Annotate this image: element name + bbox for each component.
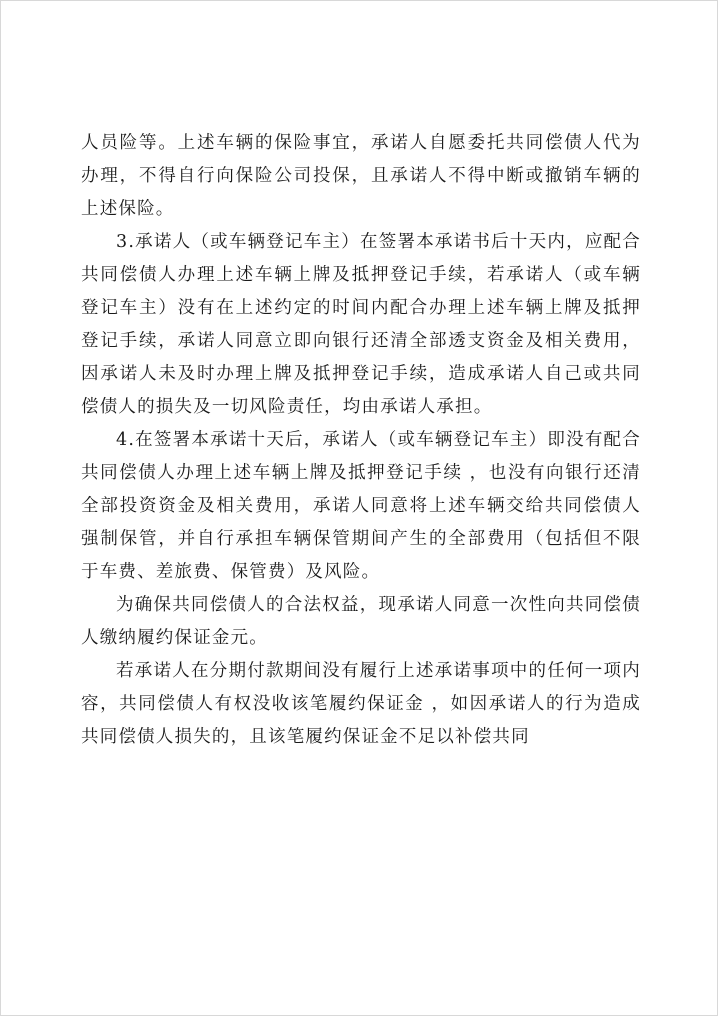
document-body <box>81 127 641 754</box>
paragraph-4: 为确保共同偿债人的合法权益，现承诺人同意一次性向共同偿债人缴纳履约保证金元。 <box>81 595 641 648</box>
paragraph-2: 3.承诺人（或车辆登记车主）在签署本承诺书后十天内，应配合共同偿债人办理上述车辆上牌及抵押登记手续，若承诺人（或车辆登记车主）没有在上述约定的时间内配合办理上述车辆上牌及抵押登记手续，承诺人同意立即向银行还清全部透支资金及相关费用，因承诺人未及时办理上牌及抵押登记手续，造成承诺人自己或共同偿债人的损失及一切风险责任，均由承诺人承担。 <box>81 232 641 417</box>
paragraph-1: 人员险等。上述车辆的保险事宜，承诺人自愿委托共同偿债人代为办理，不得自行向保险公司投保，且承诺人不得中断或撤销车辆的上述保险。 <box>81 133 641 219</box>
paragraph-3: 4.在签署本承诺十天后，承诺人（或车辆登记车主）即没有配合共同偿债人办理上述车辆上牌及抵押登记手续 ，也没有向银行还清全部投资资金及相关费用，承诺人同意将上述车辆交给共同偿债人强制保管，并自行承担车辆保管期间产生的全部费用（包括但不限于车费、差旅费、保管费）及风险。 <box>81 430 641 582</box>
paragraph-5: 若承诺人在分期付款期间没有履行上述承诺事项中的任何一项内容，共同偿债人有权没收该笔履约保证金 ，如因承诺人的行为造成共同偿债人损失的，且该笔履约保证金不足以补偿共同 <box>81 661 641 747</box>
